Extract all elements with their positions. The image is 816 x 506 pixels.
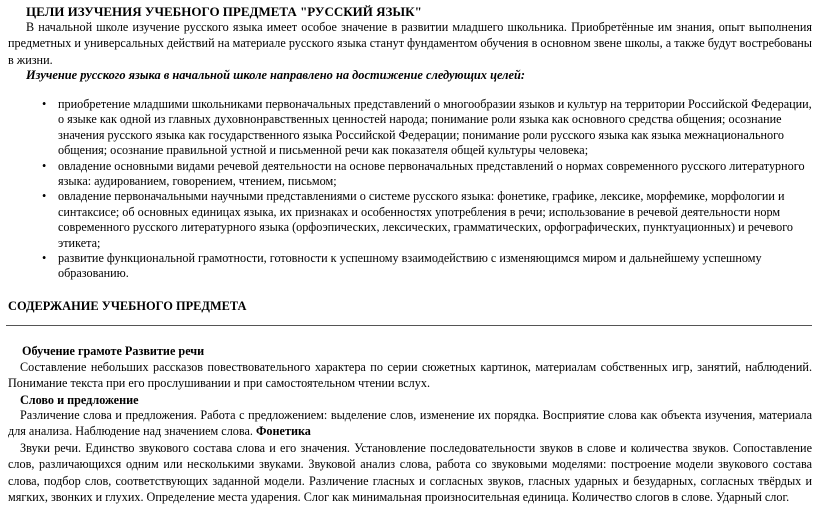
bullet-icon: •	[42, 97, 47, 111]
subsection-heading-literacy: Обучение грамоте Развитие речи	[22, 344, 205, 358]
subsection-heading-phonetics: Фонетика	[255, 424, 311, 439]
bullet-icon: •	[42, 158, 47, 173]
list-item	[42, 159, 812, 190]
intro-paragraph: В начальной школе изучение русского языка имеет особое значение в развитии младшего школьника. Приобретённые им знания, опыт выполнения предметных и универсальных действий на материале русского языка станут фундаментом обучения в основном звене школы, а также будут востребованы в жизни.	[8, 20, 812, 67]
section-heading-content: СОДЕРЖАНИЕ УЧЕБНОГО ПРЕДМЕТА	[8, 299, 247, 313]
word-paragraph	[8, 407, 812, 440]
list-item-text: развитие функциональной грамотности, готовности к успешному взаимодействию с изменяющимся миром и дальнейшему успешному образованию.	[58, 251, 762, 281]
subsection-heading-word: Слово и предложение	[20, 393, 139, 407]
goals-list	[42, 97, 812, 282]
list-item	[42, 97, 812, 159]
list-item	[42, 189, 812, 251]
list-item-text: овладение основными видами речевой деятельности на основе первоначальных представлений о нормах современного русского литературного языка: аудированием, говорением, чтением, письмом;	[58, 158, 805, 189]
goals-subtitle: Изучение русского языка в начальной школе направлено на достижение следующих целей:	[26, 68, 526, 82]
divider	[6, 325, 812, 326]
bullet-icon: •	[42, 189, 47, 204]
literacy-paragraph: Составление небольших рассказов повествовательного характера по серии сюжетных картинок, материалам собственных игр, занятий, наблюдений. Понимание текста при его прослушивании и при самостоятельном чтении вслух.	[8, 360, 812, 391]
list-item-text: приобретение младшими школьниками первоначальных представлений о многообразии языков и культур на территории Российской Федерации, о языке как одной из главных духовнонравственных ценностей народа; понимание роли языка как основного средства общения; осознание значения русского языка как государственного языка Российской Федерации; понимание роли русского языка как языка межнационального общения; осознание правильной устной и письменной речи как показателя общей культуры человека;	[58, 97, 812, 158]
section-heading-goals: ЦЕЛИ ИЗУЧЕНИЯ УЧЕБНОГО ПРЕДМЕТА "РУССКИЙ ЯЗЫК"	[26, 4, 422, 19]
phonetics-paragraph: Звуки речи. Единство звукового состава слова и его значения. Установление последовательности звуков в слове и количества звуков. Сопоставление слов, различающихся одним или несколькими звуками. Звуковой анализ слова, работа со звуковыми моделями: построение модели звукового состава слова, подбор слов, соответствующих заданной модели. Различение гласных и согласных звуков, гласных ударных и безударных, согласных твёрдых и мягких, звонких и глухих. Определение места ударения. Слог как минимальная произносительная единица. Количество слогов в слове. Ударный слог.	[8, 441, 812, 505]
word-text: Различение слова и предложения. Работа с предложением: выделение слов, изменение их порядка. Восприятие слова как объекта изучения, материала для анализа. Наблюдение над значением слова.	[8, 408, 812, 439]
list-item	[42, 251, 812, 282]
bullet-icon: •	[42, 251, 47, 266]
list-item-text: овладение первоначальными научными представлениями о системе русского языка: фонетике, графике, лексике, морфемике, морфологии и синтаксисе; об основных единицах языка, их признаках и особенностях употребления в речи; использование в речевой деятельности норм современного русского литературного языка (орфоэпических, лексических, грамматических, орфографических, пунктуационных) и речевого этикета;	[58, 189, 794, 250]
